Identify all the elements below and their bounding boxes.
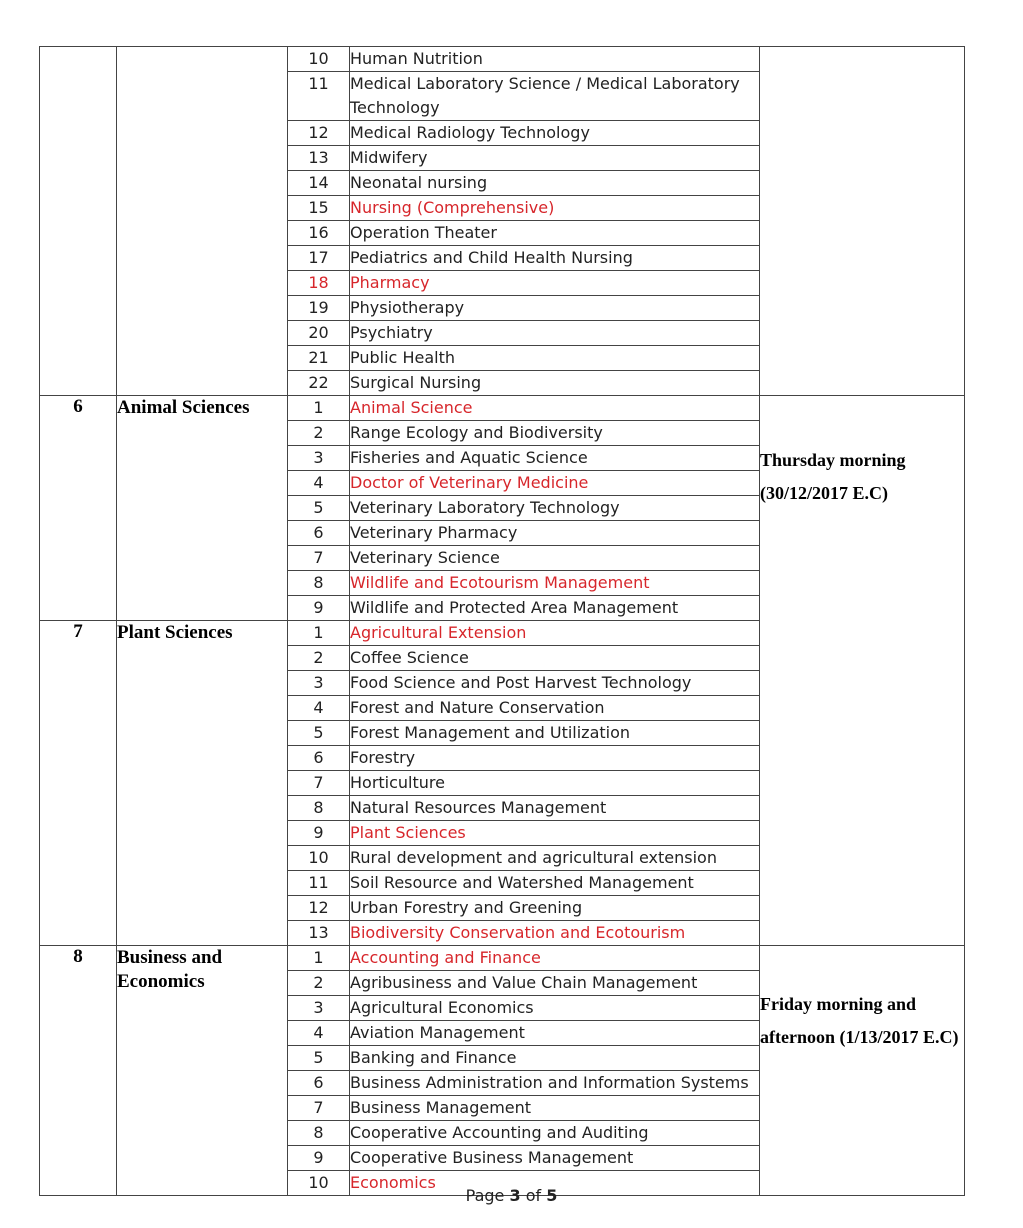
page-footer: [0, 1186, 1023, 1205]
program-name: Forest Management and Utilization: [350, 721, 760, 746]
program-number: 17: [288, 246, 350, 271]
table-row: [40, 946, 965, 971]
program-name: Agribusiness and Value Chain Management: [350, 971, 760, 996]
program-name: Doctor of Veterinary Medicine: [350, 471, 760, 496]
program-number: 13: [288, 921, 350, 946]
program-number: 6: [288, 1071, 350, 1096]
program-name: Biodiversity Conservation and Ecotourism: [350, 921, 760, 946]
program-name: Horticulture: [350, 771, 760, 796]
exam-date-cell: Thursday morning (30/12/2017 E.C): [760, 396, 965, 946]
group-name: Plant Sciences: [117, 621, 288, 946]
program-name: Neonatal nursing: [350, 171, 760, 196]
program-name: Accounting and Finance: [350, 946, 760, 971]
program-number: 19: [288, 296, 350, 321]
program-name: Forestry: [350, 746, 760, 771]
program-name: Coffee Science: [350, 646, 760, 671]
program-number: 10: [288, 1171, 350, 1196]
program-name: Fisheries and Aquatic Science: [350, 446, 760, 471]
program-number: 13: [288, 146, 350, 171]
program-name: Rural development and agricultural extension: [350, 846, 760, 871]
table-row: [40, 47, 965, 72]
program-name: Veterinary Laboratory Technology: [350, 496, 760, 521]
group-name: Animal Sciences: [117, 396, 288, 621]
group-number: 6: [40, 396, 117, 621]
program-name: Pediatrics and Child Health Nursing: [350, 246, 760, 271]
program-name: Urban Forestry and Greening: [350, 896, 760, 921]
program-name: Aviation Management: [350, 1021, 760, 1046]
program-name: Public Health: [350, 346, 760, 371]
program-name: Midwifery: [350, 146, 760, 171]
program-name: Natural Resources Management: [350, 796, 760, 821]
program-number: 1: [288, 621, 350, 646]
program-number: 2: [288, 646, 350, 671]
schedule-document: [39, 46, 964, 1196]
page-label: Page: [465, 1186, 505, 1205]
program-number: 2: [288, 971, 350, 996]
program-number: 4: [288, 471, 350, 496]
program-name: Soil Resource and Watershed Management: [350, 871, 760, 896]
program-name: Animal Science: [350, 396, 760, 421]
program-number: 6: [288, 521, 350, 546]
program-number: 22: [288, 371, 350, 396]
program-number: 9: [288, 821, 350, 846]
program-number: 5: [288, 1046, 350, 1071]
program-name: Pharmacy: [350, 271, 760, 296]
program-name: Veterinary Science: [350, 546, 760, 571]
program-number: 2: [288, 421, 350, 446]
program-number: 4: [288, 1021, 350, 1046]
page-total: 5: [546, 1186, 558, 1205]
program-number: 7: [288, 771, 350, 796]
program-number: 12: [288, 896, 350, 921]
program-number: 16: [288, 221, 350, 246]
program-number: 8: [288, 1121, 350, 1146]
program-name: Physiotherapy: [350, 296, 760, 321]
program-name: Food Science and Post Harvest Technology: [350, 671, 760, 696]
group-number: [40, 47, 117, 396]
program-number: 7: [288, 1096, 350, 1121]
program-number: 18: [288, 271, 350, 296]
program-name: Human Nutrition: [350, 47, 760, 72]
program-number: 10: [288, 846, 350, 871]
program-number: 5: [288, 496, 350, 521]
exam-date-cell: Friday morning and afternoon (1/13/2017 E.C): [760, 946, 965, 1196]
exam-schedule-table: [39, 46, 965, 1196]
program-number: 1: [288, 946, 350, 971]
program-name: Nursing (Comprehensive): [350, 196, 760, 221]
program-name: Plant Sciences: [350, 821, 760, 846]
program-number: 6: [288, 746, 350, 771]
program-name: Cooperative Business Management: [350, 1146, 760, 1171]
program-name: Agricultural Extension: [350, 621, 760, 646]
program-number: 11: [288, 871, 350, 896]
exam-date-cell: [760, 47, 965, 396]
program-name: Banking and Finance: [350, 1046, 760, 1071]
program-name: Medical Laboratory Science / Medical Laboratory Technology: [350, 72, 760, 121]
program-name: Operation Theater: [350, 221, 760, 246]
program-name: Veterinary Pharmacy: [350, 521, 760, 546]
program-number: 10: [288, 47, 350, 72]
program-number: 8: [288, 796, 350, 821]
program-number: 1: [288, 396, 350, 421]
program-number: 11: [288, 72, 350, 121]
program-number: 20: [288, 321, 350, 346]
program-number: 21: [288, 346, 350, 371]
program-number: 12: [288, 121, 350, 146]
program-name: Business Management: [350, 1096, 760, 1121]
program-name: Agricultural Economics: [350, 996, 760, 1021]
page-current: 3: [509, 1186, 521, 1205]
table-row: [40, 396, 965, 421]
program-name: Surgical Nursing: [350, 371, 760, 396]
program-number: 14: [288, 171, 350, 196]
program-number: 15: [288, 196, 350, 221]
program-name: Cooperative Accounting and Auditing: [350, 1121, 760, 1146]
program-number: 3: [288, 996, 350, 1021]
program-name: Range Ecology and Biodiversity: [350, 421, 760, 446]
program-name: Business Administration and Information Systems: [350, 1071, 760, 1096]
program-name: Psychiatry: [350, 321, 760, 346]
program-number: 5: [288, 721, 350, 746]
program-number: 3: [288, 671, 350, 696]
group-name: [117, 47, 288, 396]
program-number: 4: [288, 696, 350, 721]
program-number: 9: [288, 596, 350, 621]
program-name: Wildlife and Ecotourism Management: [350, 571, 760, 596]
program-number: 3: [288, 446, 350, 471]
program-number: 7: [288, 546, 350, 571]
program-number: 8: [288, 571, 350, 596]
program-name: Economics: [350, 1171, 760, 1196]
of-label: of: [525, 1186, 542, 1205]
group-number: 8: [40, 946, 117, 1196]
group-number: 7: [40, 621, 117, 946]
program-number: 9: [288, 1146, 350, 1171]
program-name: Medical Radiology Technology: [350, 121, 760, 146]
program-name: Forest and Nature Conservation: [350, 696, 760, 721]
group-name: Business and Economics: [117, 946, 288, 1196]
schedule-table-body: [40, 47, 965, 1196]
program-name: Wildlife and Protected Area Management: [350, 596, 760, 621]
